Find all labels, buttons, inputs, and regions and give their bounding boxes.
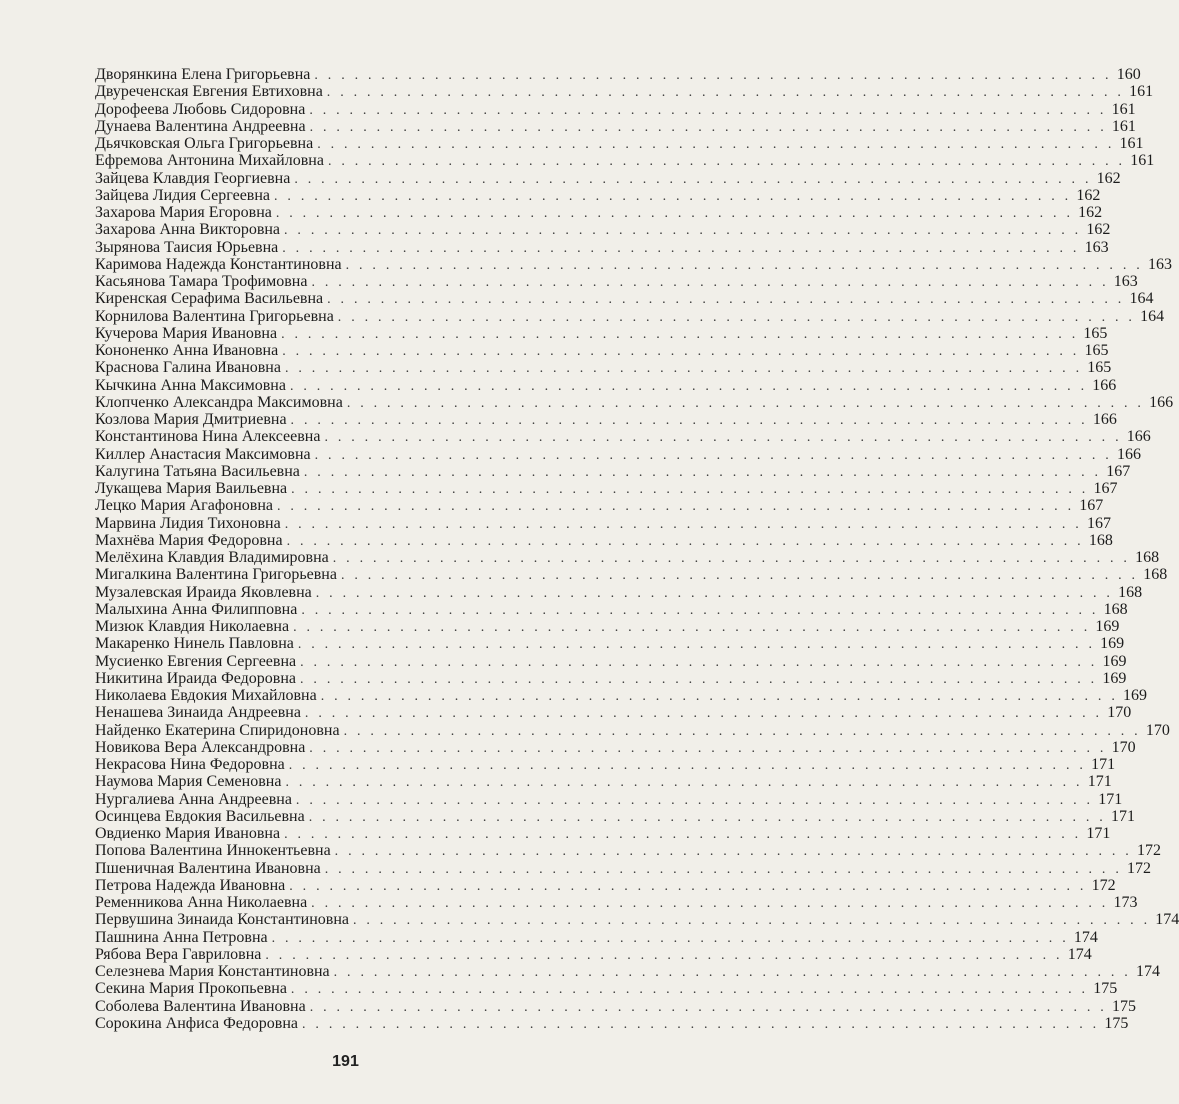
dot-leader: . . . . . . . . . . . . . . . . . . . . . . . . . . . . . . . . . . . . . . . . . . . . . . . . . . . . . . . . . . . . (282, 240, 1080, 256)
toc-entry (95, 66, 1141, 83)
toc-entry-page: 171 (1086, 825, 1111, 842)
toc-entry (95, 738, 1136, 756)
toc-entry-page: 162 (1086, 221, 1111, 239)
toc-entry-name: Лецко Мария Агафоновна (95, 497, 273, 515)
toc-entry-page: 174 (1135, 963, 1160, 980)
toc-entry-page: 161 (1119, 135, 1144, 152)
dot-leader: . . . . . . . . . . . . . . . . . . . . . . . . . . . . . . . . . . . . . . . . . . . . . . . . . . . . . . . . . . . . (288, 758, 1087, 773)
toc-entry-page: 170 (1111, 738, 1136, 756)
toc-entry (95, 117, 1136, 135)
dot-leader: . . . . . . . . . . . . . . . . . . . . . . . . . . . . . . . . . . . . . . . . . . . . . . . . . . . . . . . . . . . . (289, 878, 1087, 894)
dot-leader: . . . . . . . . . . . . . . . . . . . . . . . . . . . . . . . . . . . . . . . . . . . . . . . . . . . . . . . . . . . . (290, 413, 1088, 428)
toc-entry-page: 173 (1113, 894, 1138, 911)
toc-entry (95, 980, 1118, 998)
toc-entry-page: 162 (1096, 169, 1121, 187)
toc-entry (95, 549, 1160, 566)
toc-entry (95, 514, 1112, 532)
toc-entry-name: Малыхина Анна Филипповна (95, 600, 298, 618)
dot-leader: . . . . . . . . . . . . . . . . . . . . . . . . . . . . . . . . . . . . . . . . . . . . . . . . . . . . . . . . . . . . (301, 602, 1099, 618)
dot-leader: . . . . . . . . . . . . . . . . . . . . . . . . . . . . . . . . . . . . . . . . . . . . . . . . . . . . . . . . . . . . (284, 516, 1083, 532)
dot-leader: . . . . . . . . . . . . . . . . . . . . . . . . . . . . . . . . . . . . . . . . . . . . . . . . . . . . . . . . . . . . (289, 378, 1088, 394)
toc-entry (95, 531, 1113, 549)
toc-entry-page: 162 (1078, 204, 1103, 221)
toc-entry-page: 165 (1084, 342, 1109, 359)
dot-leader: . . . . . . . . . . . . . . . . . . . . . . . . . . . . . . . . . . . . . . . . . . . . . . . . . . . . . . . . . . . . (271, 930, 1069, 946)
toc-entry-name: Секина Мария Прокопьевна (95, 980, 287, 998)
dot-leader: . . . . . . . . . . . . . . . . . . . . . . . . . . . . . . . . . . . . . . . . . . . . . . . . . . . . . . . . . . . . (290, 982, 1089, 998)
toc-entry (95, 100, 1136, 118)
toc-entry (95, 652, 1127, 670)
toc-entry (95, 911, 1179, 929)
toc-entry-page: 172 (1136, 842, 1161, 860)
toc-entry (95, 445, 1141, 463)
toc-entry-page: 174 (1067, 945, 1092, 963)
toc-entry (95, 204, 1103, 221)
toc-entry-page: 170 (1145, 721, 1170, 739)
dot-leader: . . . . . . . . . . . . . . . . . . . . . . . . . . . . . . . . . . . . . . . . . . . . . . . . . . . . . . . . . . . . (285, 775, 1083, 791)
toc-entry (95, 963, 1160, 980)
toc-entry-page: 175 (1093, 980, 1118, 998)
toc-entry (95, 273, 1138, 290)
toc-entry-name: Рябова Вера Гавриловна (95, 945, 262, 963)
toc-entry (95, 428, 1151, 446)
toc-entry (95, 376, 1117, 394)
dot-leader: . . . . . . . . . . . . . . . . . . . . . . . . . . . . . . . . . . . . . . . . . . . . . . . . . . . . . . . . . . . . (282, 344, 1080, 359)
toc-entry-name: Мусиенко Евгения Сергеевна (95, 652, 297, 670)
dot-leader: . . . . . . . . . . . . . . . . . . . . . . . . . . . . . . . . . . . . . . . . . . . . . . . . . . . . . . . . . . . . (337, 309, 1136, 325)
toc-entry-page: 167 (1093, 480, 1118, 497)
toc-entry-name: Кононенко Анна Ивановна (95, 342, 279, 359)
dot-leader: . . . . . . . . . . . . . . . . . . . . . . . . . . . . . . . . . . . . . . . . . . . . . . . . . . . . . . . . . . . . (308, 809, 1107, 825)
toc-entry (95, 704, 1132, 722)
toc-entry-name: Николаева Евдокия Михайловна (95, 687, 317, 704)
dot-leader: . . . . . . . . . . . . . . . . . . . . . . . . . . . . . . . . . . . . . . . . . . . . . . . . . . . . . . . . . . . . (346, 395, 1145, 411)
toc-entry-name: Ременникова Анна Николаевна (95, 894, 308, 911)
toc-entry-page: 168 (1118, 583, 1143, 601)
toc-entry-name: Марвина Лидия Тихоновна (95, 514, 281, 532)
toc-entry-page: 165 (1087, 359, 1112, 377)
toc-entry (95, 945, 1092, 963)
toc-entry (95, 600, 1128, 618)
toc-entry-page: 166 (1149, 393, 1174, 411)
dot-leader: . . . . . . . . . . . . . . . . . . . . . . . . . . . . . . . . . . . . . . . . . . . . . . . . . . . . . . . . . . . . (291, 482, 1089, 497)
dot-leader: . . . . . . . . . . . . . . . . . . . . . . . . . . . . . . . . . . . . . . . . . . . . . . . . . . . . . . . . . . . . (309, 999, 1108, 1015)
dot-leader: . . . . . . . . . . . . . . . . . . . . . . . . . . . . . . . . . . . . . . . . . . . . . . . . . . . . . . . . . . . . (324, 861, 1123, 877)
toc-entry (95, 1014, 1129, 1032)
dot-leader: . . . . . . . . . . . . . . . . . . . . . . . . . . . . . . . . . . . . . . . . . . . . . . . . . . . . . . . . . . . . (295, 792, 1094, 808)
toc-entry-name: Двуреченская Евгения Евтиховна (95, 83, 323, 101)
toc-entry-page: 169 (1102, 669, 1127, 687)
dot-leader: . . . . . . . . . . . . . . . . . . . . . . . . . . . . . . . . . . . . . . . . . . . . . . . . . . . . . . . . . . . . (345, 257, 1143, 273)
dot-leader: . . . . . . . . . . . . . . . . . . . . . . . . . . . . . . . . . . . . . . . . . . . . . . . . . . . . . . . . . . . . (303, 464, 1102, 480)
toc-entry-page: 166 (1092, 376, 1117, 394)
toc-entry-name: Махнёва Мария Федоровна (95, 531, 283, 549)
toc-entry-page: 171 (1111, 807, 1136, 825)
toc-entry-name: Краснова Галина Ивановна (95, 359, 281, 377)
dot-leader: . . . . . . . . . . . . . . . . . . . . . . . . . . . . . . . . . . . . . . . . . . . . . . . . . . . . . . . . . . . . (284, 361, 1083, 377)
toc-entry (95, 773, 1112, 791)
dot-leader: . . . . . . . . . . . . . . . . . . . . . . . . . . . . . . . . . . . . . . . . . . . . . . . . . . . . . . . . . . . . (352, 913, 1151, 929)
toc-entry-page: 172 (1127, 859, 1152, 877)
toc-entry-page: 163 (1084, 238, 1109, 256)
dot-leader: . . . . . . . . . . . . . . . . . . . . . . . . . . . . . . . . . . . . . . . . . . . . . . . . . . . . . . . . . . . . (294, 171, 1092, 187)
toc-entry-page: 168 (1088, 531, 1113, 549)
toc-entry-name: Музалевская Ираида Яковлевна (95, 583, 312, 601)
dot-leader: . . . . . . . . . . . . . . . . . . . . . . . . . . . . . . . . . . . . . . . . . . . . . . . . . . . . . . . . . . . . (300, 654, 1098, 670)
toc-entry (95, 221, 1111, 239)
dot-leader: . . . . . . . . . . . . . . . . . . . . . . . . . . . . . . . . . . . . . . . . . . . . . . . . . . . . . . . . . . . . (334, 844, 1132, 860)
toc-entry-page: 164 (1140, 307, 1165, 325)
toc-entry-name: Корнилова Валентина Григорьевна (95, 307, 334, 325)
toc-entry (95, 635, 1125, 653)
dot-leader: . . . . . . . . . . . . . . . . . . . . . . . . . . . . . . . . . . . . . . . . . . . . . . . . . . . . . . . . . . . . (311, 896, 1109, 911)
dot-leader: . . . . . . . . . . . . . . . . . . . . . . . . . . . . . . . . . . . . . . . . . . . . . . . . . . . . . . . . . . . . (343, 723, 1141, 739)
toc-entry-name: Дьячковская Ольга Григорьевна (95, 135, 314, 152)
dot-leader: . . . . . . . . . . . . . . . . . . . . . . . . . . . . . . . . . . . . . . . . . . . . . . . . . . . . . . . . . . . . (274, 188, 1072, 204)
toc-entry-page: 161 (1111, 100, 1136, 118)
toc-entry (95, 894, 1138, 911)
dot-leader: . . . . . . . . . . . . . . . . . . . . . . . . . . . . . . . . . . . . . . . . . . . . . . . . . . . . . . . . . . . . (281, 326, 1079, 342)
toc-entry (95, 756, 1116, 773)
toc-entry (95, 842, 1161, 860)
toc-entry-name: Мелёхина Клавдия Владимировна (95, 549, 329, 566)
toc-entry (95, 169, 1121, 187)
toc-entry-name: Мигалкина Валентина Григорьевна (95, 566, 337, 584)
toc-entry (95, 480, 1118, 497)
toc-entry (95, 876, 1116, 894)
toc-entry-name: Пшеничная Валентина Ивановна (95, 859, 321, 877)
toc-entry-page: 166 (1126, 428, 1151, 446)
toc-entry (95, 790, 1123, 808)
toc-entry-page: 174 (1073, 928, 1098, 946)
toc-entry-name: Ефремова Антонина Михайловна (95, 152, 324, 170)
toc-entry-name: Новикова Вера Александровна (95, 738, 306, 756)
toc-entry-name: Соболева Валентина Ивановна (95, 997, 306, 1015)
toc-entry-name: Петрова Надежда Ивановна (95, 876, 286, 894)
toc-entry-page: 169 (1102, 652, 1127, 670)
toc-entry-page: 167 (1106, 462, 1131, 480)
toc-entry-page: 166 (1116, 445, 1141, 463)
toc-entry-page: 168 (1103, 600, 1128, 618)
dot-leader: . . . . . . . . . . . . . . . . . . . . . . . . . . . . . . . . . . . . . . . . . . . . . . . . . . . . . . . . . . . . (309, 119, 1107, 135)
toc-entry-name: Дворянкина Елена Григорьевна (95, 66, 311, 83)
table-of-contents (95, 66, 1179, 1032)
toc-entry (95, 359, 1112, 377)
toc-entry-name: Захарова Мария Егоровна (95, 204, 272, 221)
toc-entry (95, 566, 1168, 584)
toc-entry-name: Мизюк Клавдия Николаевна (95, 618, 290, 635)
dot-leader: . . . . . . . . . . . . . . . . . . . . . . . . . . . . . . . . . . . . . . . . . . . . . . . . . . . . . . . . . . . . (333, 965, 1131, 980)
toc-entry-page: 174 (1155, 911, 1179, 929)
toc-entry-name: Зырянова Таисия Юрьевна (95, 238, 279, 256)
toc-entry-name: Овдиенко Мария Ивановна (95, 825, 281, 842)
toc-entry-page: 169 (1095, 618, 1120, 635)
toc-entry-name: Зайцева Клавдия Георгиевна (95, 169, 291, 187)
dot-leader: . . . . . . . . . . . . . . . . . . . . . . . . . . . . . . . . . . . . . . . . . . . . . . . . . . . . . . . . . . . . (297, 637, 1096, 653)
toc-entry-page: 169 (1100, 635, 1125, 653)
dot-leader: . . . . . . . . . . . . . . . . . . . . . . . . . . . . . . . . . . . . . . . . . . . . . . . . . . . . . . . . . . . . (314, 68, 1112, 83)
toc-entry-name: Дорофеева Любовь Сидоровна (95, 100, 306, 118)
toc-entry (95, 411, 1117, 428)
toc-entry-page: 166 (1092, 411, 1117, 428)
toc-entry-page: 172 (1091, 876, 1116, 894)
toc-entry-name: Пашнина Анна Петровна (95, 928, 268, 946)
dot-leader: . . . . . . . . . . . . . . . . . . . . . . . . . . . . . . . . . . . . . . . . . . . . . . . . . . . . . . . . . . . . (315, 585, 1114, 601)
toc-entry (95, 859, 1152, 877)
toc-entry-name: Наумова Мария Семеновна (95, 773, 282, 791)
toc-entry-name: Макаренко Нинель Павловна (95, 635, 294, 653)
toc-entry-name: Первушина Зинаида Константиновна (95, 911, 349, 929)
toc-entry-name: Касьянова Тамара Трофимовна (95, 273, 308, 290)
toc-entry-page: 171 (1087, 773, 1112, 791)
toc-entry-name: Кучерова Мария Ивановна (95, 324, 278, 342)
toc-entry-page: 170 (1107, 704, 1132, 722)
toc-entry-name: Дунаева Валентина Андреевна (95, 117, 306, 135)
toc-entry (95, 83, 1154, 101)
toc-entry-page: 161 (1111, 117, 1136, 135)
toc-entry (95, 307, 1165, 325)
toc-entry (95, 687, 1148, 704)
dot-leader: . . . . . . . . . . . . . . . . . . . . . . . . . . . . . . . . . . . . . . . . . . . . . . . . . . . . . . . . . . . . (309, 102, 1107, 118)
dot-leader: . . . . . . . . . . . . . . . . . . . . . . . . . . . . . . . . . . . . . . . . . . . . . . . . . . . . . . . . . . . . (314, 447, 1112, 463)
toc-entry-name: Кычкина Анна Максимовна (95, 376, 286, 394)
dot-leader: . . . . . . . . . . . . . . . . . . . . . . . . . . . . . . . . . . . . . . . . . . . . . . . . . . . . . . . . . . . . (317, 137, 1115, 152)
toc-entry-name: Лукащева Мария Ваильевна (95, 480, 288, 497)
toc-entry (95, 290, 1154, 308)
toc-entry-name: Ненашева Зинаида Андреевна (95, 704, 301, 722)
toc-entry (95, 928, 1098, 946)
dot-leader: . . . . . . . . . . . . . . . . . . . . . . . . . . . . . . . . . . . . . . . . . . . . . . . . . . . . . . . . . . . . (300, 671, 1098, 687)
toc-entry-page: 168 (1143, 566, 1168, 584)
toc-entry-page: 175 (1112, 997, 1137, 1015)
toc-entry-page: 168 (1135, 549, 1160, 566)
toc-entry (95, 583, 1143, 601)
toc-entry-page: 161 (1129, 83, 1154, 101)
toc-entry (95, 255, 1172, 273)
toc-entry-name: Селезнева Мария Константиновна (95, 963, 330, 980)
toc-entry-name: Захарова Анна Викторовна (95, 221, 281, 239)
toc-entry (95, 186, 1101, 204)
toc-entry-name: Зайцева Лидия Сергеевна (95, 186, 271, 204)
toc-entry-name: Попова Валентина Иннокентьевна (95, 842, 331, 860)
toc-entry (95, 669, 1127, 687)
toc-entry-page: 167 (1079, 497, 1104, 515)
toc-entry (95, 238, 1109, 256)
toc-entry-page: 171 (1091, 756, 1116, 773)
dot-leader: . . . . . . . . . . . . . . . . . . . . . . . . . . . . . . . . . . . . . . . . . . . . . . . . . . . . . . . . . . . . (304, 706, 1103, 722)
toc-entry-name: Киллер Анастасия Максимовна (95, 445, 311, 463)
toc-entry-name: Каримова Надежда Константиновна (95, 255, 342, 273)
toc-entry-name: Киренская Серафима Васильевна (95, 290, 324, 308)
dot-leader: . . . . . . . . . . . . . . . . . . . . . . . . . . . . . . . . . . . . . . . . . . . . . . . . . . . . . . . . . . . . (332, 551, 1131, 566)
dot-leader: . . . . . . . . . . . . . . . . . . . . . . . . . . . . . . . . . . . . . . . . . . . . . . . . . . . . . . . . . . . . (284, 223, 1082, 239)
toc-entry (95, 135, 1144, 152)
toc-entry (95, 618, 1120, 635)
toc-entry-name: Козлова Мария Дмитриевна (95, 411, 287, 428)
dot-leader: . . . . . . . . . . . . . . . . . . . . . . . . . . . . . . . . . . . . . . . . . . . . . . . . . . . . . . . . . . . . (327, 292, 1125, 308)
toc-entry-page: 162 (1076, 186, 1101, 204)
page-number: 191 (332, 1053, 359, 1070)
toc-entry-name: Некрасова Нина Федоровна (95, 756, 285, 773)
dot-leader: . . . . . . . . . . . . . . . . . . . . . . . . . . . . . . . . . . . . . . . . . . . . . . . . . . . . . . . . . . . . (309, 740, 1107, 756)
dot-leader: . . . . . . . . . . . . . . . . . . . . . . . . . . . . . . . . . . . . . . . . . . . . . . . . . . . . . . . . . . . . (276, 499, 1075, 515)
toc-entry (95, 807, 1136, 825)
dot-leader: . . . . . . . . . . . . . . . . . . . . . . . . . . . . . . . . . . . . . . . . . . . . . . . . . . . . . . . . . . . . (286, 533, 1084, 549)
toc-entry-name: Сорокина Анфиса Федоровна (95, 1014, 299, 1032)
toc-entry-page: 165 (1083, 324, 1108, 342)
dot-leader: . . . . . . . . . . . . . . . . . . . . . . . . . . . . . . . . . . . . . . . . . . . . . . . . . . . . . . . . . . . . (284, 827, 1082, 842)
toc-entry (95, 462, 1131, 480)
toc-entry (95, 324, 1108, 342)
dot-leader: . . . . . . . . . . . . . . . . . . . . . . . . . . . . . . . . . . . . . . . . . . . . . . . . . . . . . . . . . . . . (324, 430, 1122, 446)
toc-entry-page: 160 (1116, 66, 1141, 83)
dot-leader: . . . . . . . . . . . . . . . . . . . . . . . . . . . . . . . . . . . . . . . . . . . . . . . . . . . . . . . . . . . . (275, 206, 1074, 221)
toc-entry-name: Нургалиева Анна Андреевна (95, 790, 292, 808)
dot-leader: . . . . . . . . . . . . . . . . . . . . . . . . . . . . . . . . . . . . . . . . . . . . . . . . . . . . . . . . . . . . (326, 85, 1125, 101)
dot-leader: . . . . . . . . . . . . . . . . . . . . . . . . . . . . . . . . . . . . . . . . . . . . . . . . . . . . . . . . . . . . (265, 947, 1063, 963)
dot-leader: . . . . . . . . . . . . . . . . . . . . . . . . . . . . . . . . . . . . . . . . . . . . . . . . . . . . . . . . . . . . (302, 1016, 1100, 1032)
toc-entry-name: Калугина Татьяна Васильевна (95, 462, 300, 480)
toc-entry-page: 175 (1104, 1014, 1129, 1032)
toc-entry (95, 997, 1137, 1015)
dot-leader: . . . . . . . . . . . . . . . . . . . . . . . . . . . . . . . . . . . . . . . . . . . . . . . . . . . . . . . . . . . . (293, 620, 1091, 635)
toc-entry (95, 342, 1109, 359)
toc-entry-name: Клопченко Александра Максимовна (95, 393, 343, 411)
toc-entry-name: Найденко Екатерина Спиридоновна (95, 721, 340, 739)
toc-entry-name: Константинова Нина Алексеевна (95, 428, 321, 446)
dot-leader: . . . . . . . . . . . . . . . . . . . . . . . . . . . . . . . . . . . . . . . . . . . . . . . . . . . . . . . . . . . . (320, 689, 1119, 704)
toc-entry (95, 721, 1170, 739)
dot-leader: . . . . . . . . . . . . . . . . . . . . . . . . . . . . . . . . . . . . . . . . . . . . . . . . . . . . . . . . . . . . (327, 154, 1126, 170)
toc-entry (95, 152, 1155, 170)
toc-entry-page: 169 (1123, 687, 1148, 704)
toc-entry (95, 497, 1104, 515)
toc-entry-name: Никитина Ираида Федоровна (95, 669, 297, 687)
dot-leader: . . . . . . . . . . . . . . . . . . . . . . . . . . . . . . . . . . . . . . . . . . . . . . . . . . . . . . . . . . . . (340, 568, 1139, 584)
toc-entry-page: 161 (1130, 152, 1155, 170)
toc-entry (95, 825, 1111, 842)
toc-entry-page: 167 (1087, 514, 1112, 532)
toc-entry-name: Осинцева Евдокия Васильевна (95, 807, 305, 825)
toc-entry (95, 393, 1174, 411)
toc-entry-page: 171 (1098, 790, 1123, 808)
toc-entry-page: 163 (1147, 255, 1172, 273)
toc-entry-page: 163 (1113, 273, 1138, 290)
toc-entry-page: 164 (1129, 290, 1154, 308)
dot-leader: . . . . . . . . . . . . . . . . . . . . . . . . . . . . . . . . . . . . . . . . . . . . . . . . . . . . . . . . . . . . (311, 275, 1109, 290)
